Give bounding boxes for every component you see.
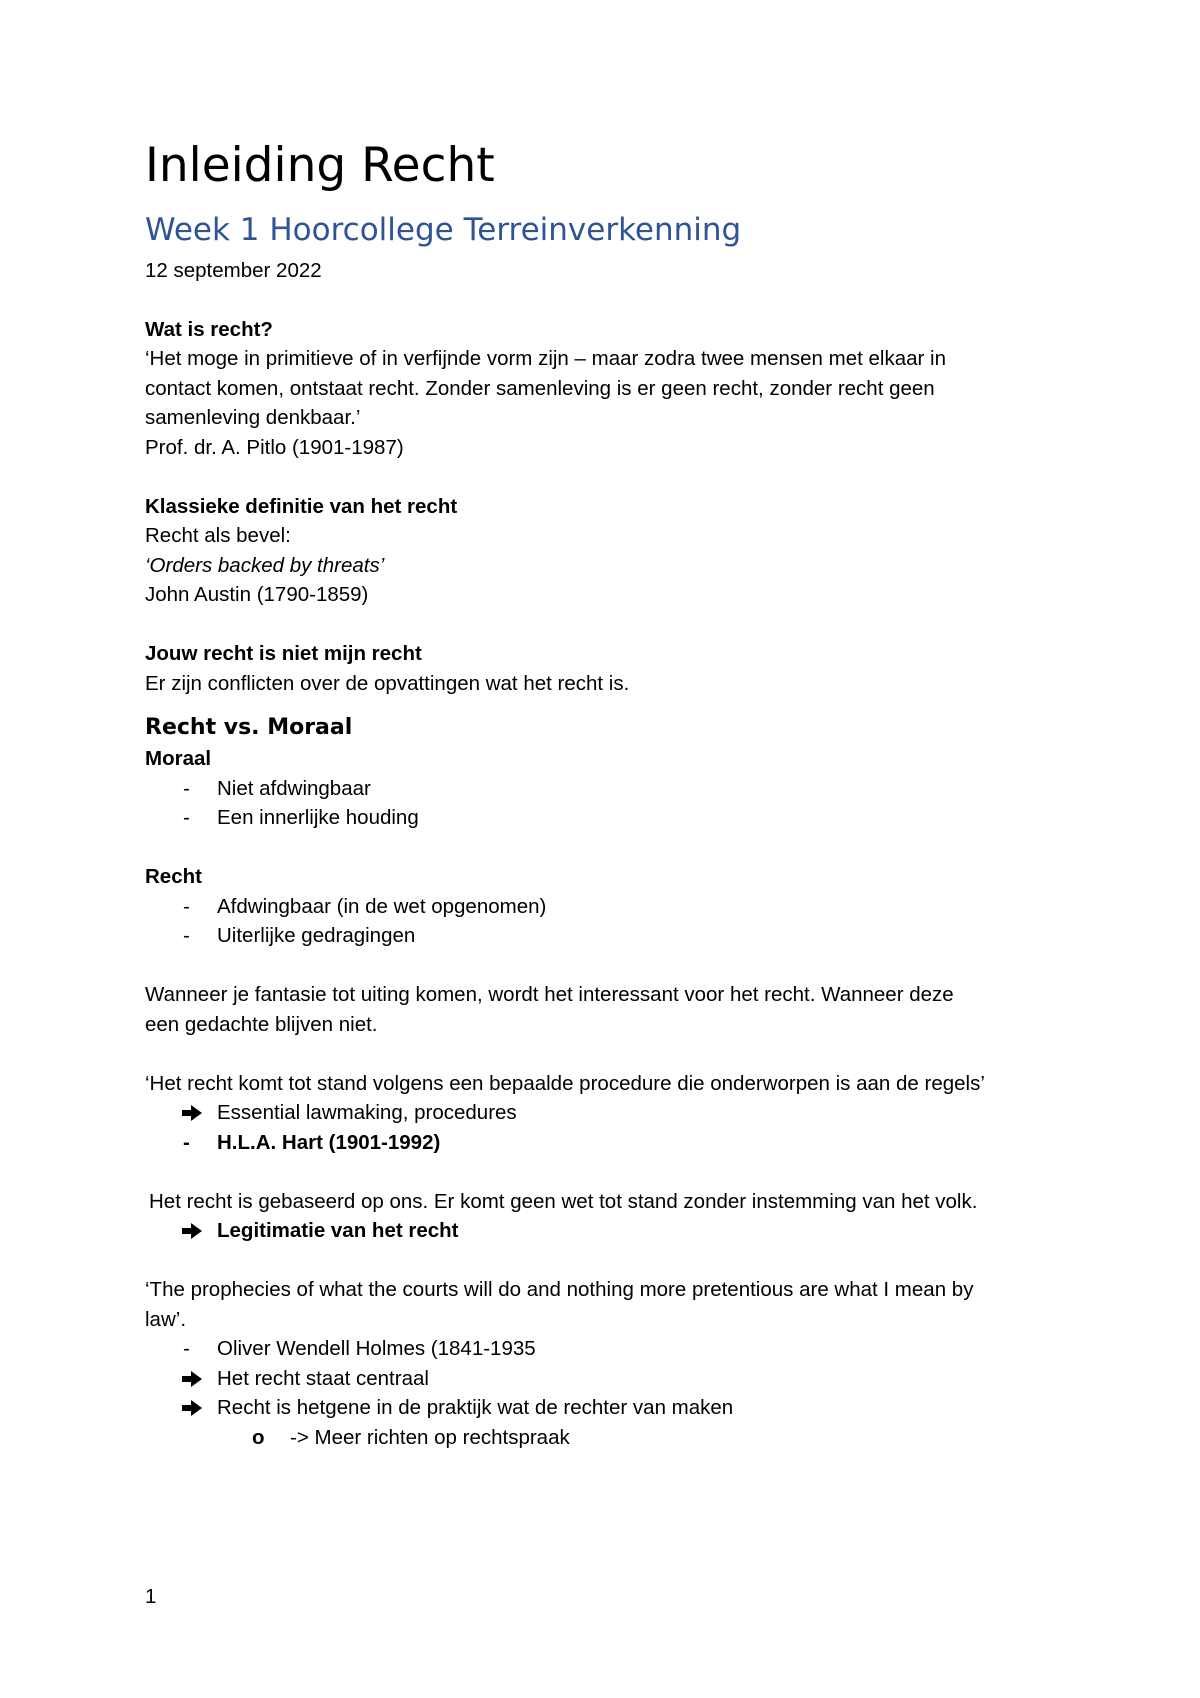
pitlo-quote-line-2: contact komen, ontstaat recht. Zonder samenleving is er geen recht, zonder recht geen <box>145 376 935 400</box>
arrow-right-icon <box>181 1399 203 1417</box>
dash-marker: - <box>183 776 190 800</box>
arrow-right-icon <box>181 1370 203 1388</box>
list-item: - Een innerlijke houding <box>145 803 1075 833</box>
list-item: - H.L.A. Hart (1901-1992) <box>145 1128 1075 1158</box>
date-line: 12 september 2022 <box>145 258 322 282</box>
page-number: 1 <box>145 1585 157 1608</box>
list-item: - Niet afdwingbaar <box>145 774 1075 804</box>
recht-label: Recht <box>145 865 202 889</box>
dash-marker: - <box>183 1337 190 1361</box>
pitlo-quote-line-1: ‘Het moge in primitieve of in verfijnde vorm zijn – maar zodra twee mensen met elkaar in <box>145 347 946 371</box>
list-item: Het recht staat centraal <box>145 1364 1075 1394</box>
list-item: - Uiterlijke gedragingen <box>145 921 1075 951</box>
procedure-quote: ‘Het recht komt tot stand volgens een bepaalde procedure die onderworpen is aan de regels’ <box>145 1071 985 1095</box>
page-content <box>145 138 1075 1452</box>
dash-marker: - <box>183 924 190 948</box>
heading-recht-vs-moraal: Recht vs. Moraal <box>145 715 353 741</box>
dash-marker: - <box>183 1130 190 1154</box>
austin-quote: ‘Orders backed by threats’ <box>145 553 385 577</box>
section-heading-klassieke-definitie: Klassieke definitie van het recht <box>145 494 458 518</box>
pitlo-quote-line-3: samenleving denkbaar.’ <box>145 406 361 430</box>
fantasie-para-line-2: een gedachte blijven niet. <box>145 1012 378 1036</box>
pitlo-author: Prof. dr. A. Pitlo (1901-1987) <box>145 435 404 459</box>
moraal-label: Moraal <box>145 747 212 771</box>
list-item: Essential lawmaking, procedures <box>145 1098 1075 1128</box>
dash-marker: - <box>183 894 190 918</box>
arrow-right-icon <box>181 1222 203 1240</box>
list-item: Recht is hetgene in de praktijk wat de rechter van maken <box>145 1393 1075 1423</box>
document-title: Inleiding Recht <box>145 138 495 193</box>
list-item: o -> Meer richten op rechtspraak <box>145 1423 1075 1453</box>
list-item: - Afdwingbaar (in de wet opgenomen) <box>145 892 1075 922</box>
gebaseerd-para: Het recht is gebaseerd op ons. Er komt geen wet tot stand zonder instemming van het volk. <box>149 1189 978 1213</box>
prophecies-quote-line-2: law’. <box>145 1307 187 1331</box>
conflicten-text: Er zijn conflicten over de opvattingen wat het recht is. <box>145 671 630 695</box>
section-heading-jouw-recht: Jouw recht is niet mijn recht <box>145 642 422 666</box>
document-subtitle: Week 1 Hoorcollege Terreinverkenning <box>145 212 742 249</box>
arrow-right-icon <box>181 1104 203 1122</box>
prophecies-quote-line-1: ‘The prophecies of what the courts will do and nothing more pretentious are what I mean by <box>145 1278 974 1302</box>
austin-author: John Austin (1790-1859) <box>145 583 369 607</box>
recht-als-bevel: Recht als bevel: <box>145 524 291 548</box>
list-item: - Oliver Wendell Holmes (1841-1935 <box>145 1334 1075 1364</box>
dash-marker: - <box>183 806 190 830</box>
fantasie-para-line-1: Wanneer je fantasie tot uiting komen, wordt het interessant voor het recht. Wanneer deze <box>145 983 954 1007</box>
section-heading-wat-is-recht: Wat is recht? <box>145 317 273 341</box>
list-item: Legitimatie van het recht <box>145 1216 1075 1246</box>
circle-bullet-icon: o <box>252 1425 265 1449</box>
